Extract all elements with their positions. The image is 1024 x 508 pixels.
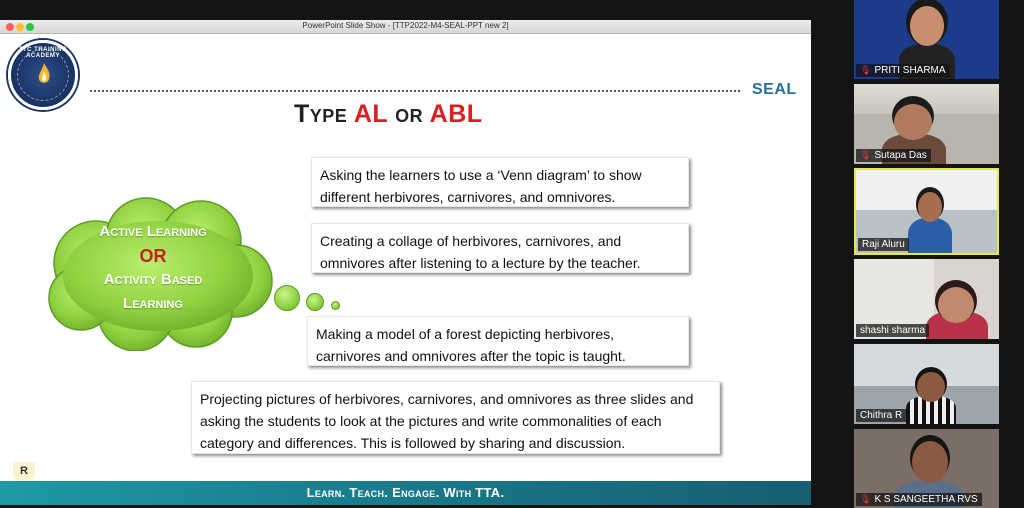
cloud-line-or: OR bbox=[139, 246, 167, 266]
window-titlebar bbox=[0, 20, 811, 34]
participant-name-tag bbox=[856, 493, 982, 506]
participant-name: shashi sharma bbox=[860, 325, 926, 336]
r-badge: R bbox=[13, 462, 35, 480]
slide-footer bbox=[0, 481, 811, 505]
activity-box-3: Making a model of a forest depicting herbivores, carnivores and omnivores after the topic is taught. bbox=[307, 316, 689, 366]
participant-head bbox=[894, 104, 932, 140]
activity-box-4: Projecting pictures of herbivores, carnivores, and omnivores as three slides and asking the students to look at the pictures and write commonalities of each category and differences. This is followed by sharing and discussion. bbox=[191, 381, 720, 454]
cloud-line-1: Active Learning bbox=[99, 223, 207, 240]
title-al: AL bbox=[353, 100, 388, 128]
participant-tile-4[interactable] bbox=[854, 259, 999, 339]
participant-name-tag bbox=[856, 64, 950, 77]
participant-name-tag bbox=[856, 324, 929, 337]
thought-bubble-small bbox=[331, 301, 340, 310]
participant-head bbox=[918, 192, 942, 222]
participant-tile-1[interactable] bbox=[854, 0, 999, 79]
logo-text: TTC TRAINING ACADEMY bbox=[18, 47, 68, 59]
academy-logo bbox=[8, 40, 78, 110]
participant-name-tag bbox=[858, 238, 909, 251]
thought-bubble-large bbox=[274, 285, 300, 311]
powerpoint-window bbox=[0, 20, 811, 500]
participant-head bbox=[910, 6, 944, 46]
participant-name-tag bbox=[856, 149, 931, 162]
participant-name: Chithra R bbox=[860, 410, 903, 421]
window-title: PowerPoint Slide Show - [TTP2022-M4-SEAL-PPT new 2] bbox=[302, 21, 509, 30]
activity-box-2: Creating a collage of herbivores, carnivores, and omnivores after listening to a lecture by the teacher. bbox=[311, 223, 689, 273]
title-middle: or bbox=[387, 100, 430, 128]
thought-bubble-medium bbox=[306, 293, 324, 311]
participant-figure bbox=[908, 218, 952, 255]
participant-head bbox=[917, 372, 945, 402]
brand-label: SEAL bbox=[752, 81, 797, 98]
participant-tile-6[interactable] bbox=[854, 429, 999, 508]
title-abl: ABL bbox=[429, 100, 483, 128]
participant-name: Raji Aluru bbox=[862, 239, 905, 250]
slide-title bbox=[294, 100, 483, 129]
header-dotted-rule bbox=[90, 90, 740, 92]
cloud-line-4: Learning bbox=[123, 295, 183, 312]
participant-tile-2[interactable] bbox=[854, 84, 999, 164]
footer-text: Learn. Teach. Engage. With TTA. bbox=[306, 485, 505, 500]
participant-name: PRITI SHARMA bbox=[874, 65, 946, 76]
participant-tile-3-active[interactable] bbox=[854, 168, 999, 255]
muted-mic-icon: 🎙︎ bbox=[860, 494, 872, 504]
cloud-line-3: Activity Based bbox=[103, 271, 203, 288]
title-prefix: Type bbox=[294, 100, 354, 128]
participant-name-tag bbox=[856, 409, 906, 422]
participant-name: Sutapa Das bbox=[874, 150, 927, 161]
participant-head bbox=[912, 441, 948, 483]
muted-mic-icon: 🎙︎ bbox=[860, 150, 872, 160]
participant-name: K S SANGEETHA RVS bbox=[874, 494, 978, 505]
activity-box-1: Asking the learners to use a ‘Venn diagram’ to show different herbivores, carnivores, and omnivores. bbox=[311, 157, 689, 207]
participant-tile-5[interactable] bbox=[854, 344, 999, 424]
participant-head bbox=[938, 287, 974, 323]
slide bbox=[0, 35, 811, 500]
cloud-text bbox=[58, 220, 248, 316]
muted-mic-icon: 🎙︎ bbox=[860, 65, 872, 75]
flame-icon bbox=[37, 63, 51, 87]
